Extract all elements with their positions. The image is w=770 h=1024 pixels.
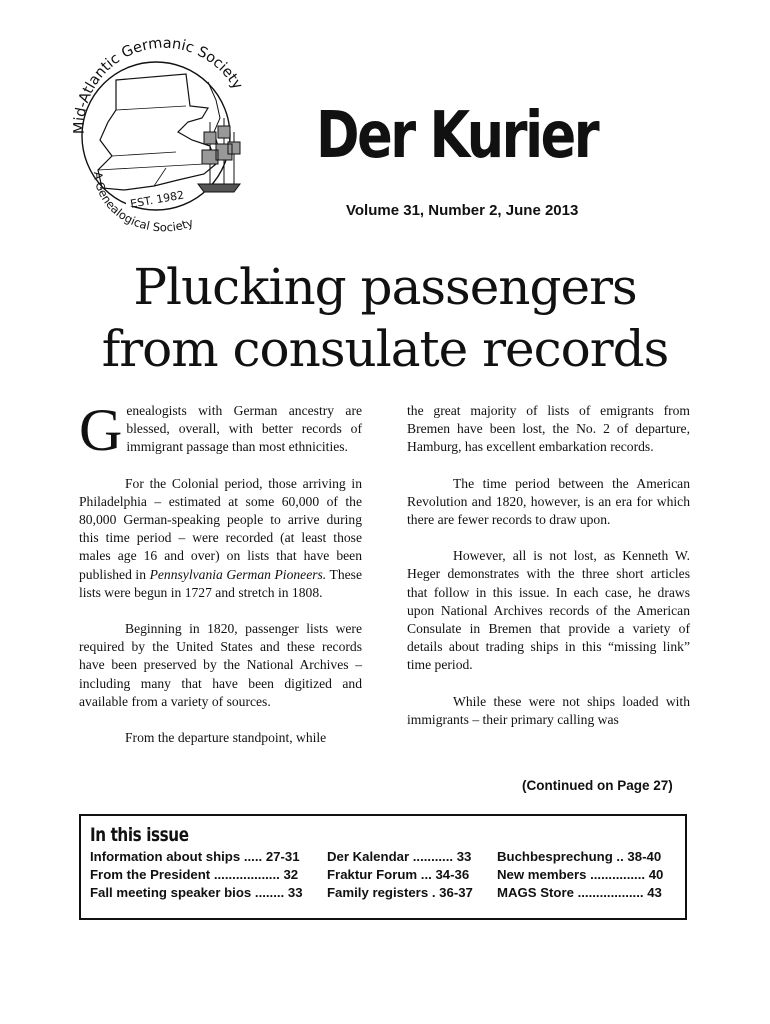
paragraph-text: These lists were begun in 1727 and stretch in 1808.	[79, 566, 362, 600]
toc-entry: Der Kalendar ........... 33	[327, 849, 472, 864]
in-this-issue-box	[79, 814, 687, 920]
newsletter-title: Der Kurier	[316, 99, 598, 173]
article-headline	[0, 256, 770, 380]
toc-column-1	[90, 848, 303, 902]
continued-note: (Continued on Page 27)	[522, 778, 673, 793]
logo-established: EST. 1982	[129, 188, 186, 211]
toc-entry: MAGS Store .................. 43	[497, 885, 662, 900]
paragraph-text: For the Colonial period, those arriving in Philadelphia – estimated at some 60,000 of the 80,000 German-speaking people to arrive during this time period – were recorded (at least those males age 16 and over) on lists that have been published in	[79, 475, 362, 582]
toc-entry: Fall meeting speaker bios ........ 33	[90, 885, 303, 900]
paragraph-text: enealogists with German ancestry are blessed, overall, with better records of immigrant passage than most ethnicities.	[126, 403, 362, 455]
paragraph: From the departure standpoint, while	[125, 730, 327, 746]
toc-entry: Family registers . 36-37	[327, 885, 473, 900]
volume-line: Volume 31, Number 2, June 2013	[346, 202, 579, 219]
paragraph: However, all is not lost, as Kenneth W. Heger demonstrates with the three short articles that follow in this issue. In each case, he draws upon National Archives records of the American Consulate in Bremen that provide a variety of details about trading ships in this “missing link” time period.	[407, 548, 690, 673]
paragraph: Beginning in 1820, passenger lists were required by the United States and these records have been preserved by the National Archives – including many that have been digitized and available from a variety of sources.	[79, 621, 362, 709]
logo-society-name: Mid-Atlantic Germanic Society	[71, 35, 246, 135]
headline-line-2: from consulate records	[101, 320, 669, 378]
article-column-left	[79, 397, 362, 765]
toc-column-2	[327, 848, 473, 902]
headline-line-1: Plucking passengers	[133, 258, 637, 316]
book-title: Pennsylvania German Pioneers.	[149, 566, 327, 582]
logo-tagline: A Genealogical Society	[90, 171, 196, 235]
article-column-right	[407, 402, 690, 747]
toc-entry: Fraktur Forum ... 34-36	[327, 867, 470, 882]
toc-entry: New members ............... 40	[497, 867, 664, 882]
paragraph	[79, 397, 362, 463]
drop-cap: G	[79, 397, 123, 463]
paragraph: the great majority of lists of emigrants from Bremen have been lost, the No. 2 of departure, Hamburg, has excellent embarkation records.	[407, 403, 690, 455]
society-logo	[58, 22, 254, 240]
toc-entry: Buchbesprechung .. 38-40	[497, 849, 662, 864]
paragraph	[79, 475, 362, 602]
paragraph: While these were not ships loaded with immigrants – their primary calling was	[407, 693, 690, 727]
toc-entry: Information about ships ..... 27-31	[90, 849, 300, 864]
in-this-issue-title: In this issue	[90, 824, 189, 846]
toc-entry: From the President .................. 32	[90, 867, 299, 882]
paragraph: The time period between the American Revolution and 1820, however, is an era for which there are fewer records to draw upon.	[407, 475, 690, 528]
toc-column-3	[497, 848, 663, 902]
